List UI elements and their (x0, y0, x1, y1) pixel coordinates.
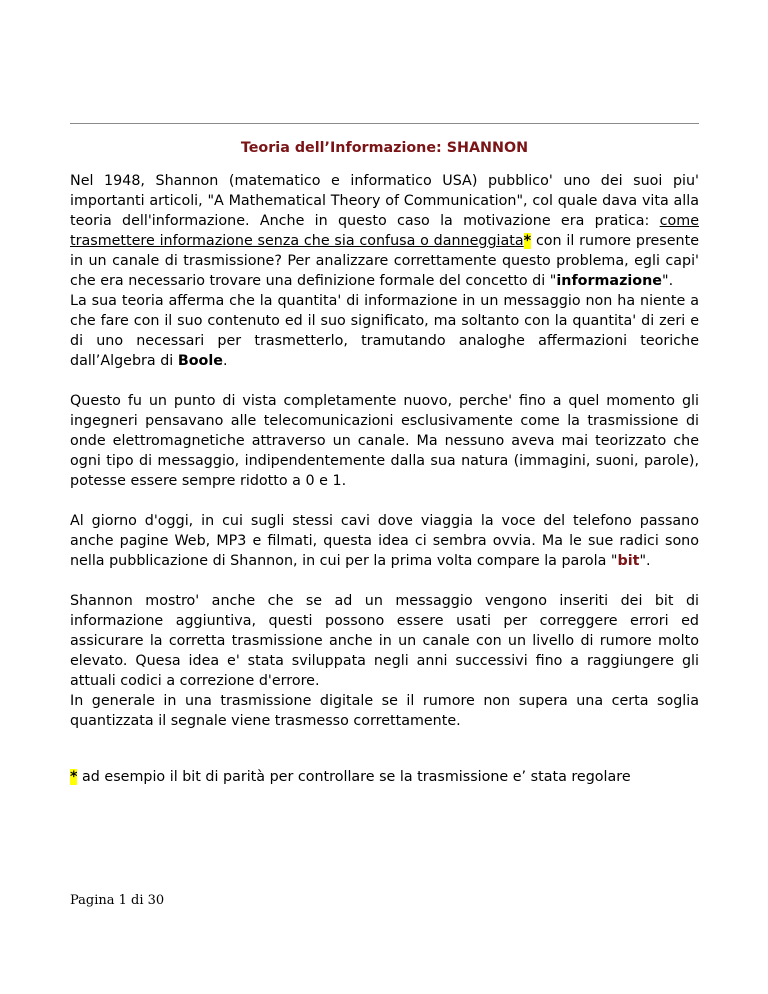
paragraph-theory: La sua teoria afferma che la quantita' di informazione in un messaggio non ha niente a che fare con il suo contenuto ed il suo significato, ma soltanto con la quantita' di zeri e di uno necessari per trasmetterlo, tramutando analoghe affermazioni teoriche dall’Algebra di Boole. (70, 293, 699, 369)
paragraph-new-viewpoint: Questo fu un punto di vista completamente nuovo, perche' fino a quel momento gli ingegneri pensavano alle telecomunicazioni esclusivamente come la trasmissione di onde elettromagnetiche attraverso un canale. Ma nessuno aveva mai teorizzato che ogni tipo di messaggio, indipendentemente dalla sua natura (immagini, suoni, parole), potesse essere sempre ridotto a 0 e 1. (70, 393, 699, 489)
footnote-asterisk: * (70, 769, 78, 785)
underlined-phrase: come trasmettere informazione senza che sia confusa o danneggiata (70, 213, 699, 249)
paragraph-digital-threshold: In generale in una trasmissione digitale se il rumore non supera una certa soglia quantizzata il segnale viene trasmesso correttamente. (70, 693, 699, 729)
document-title: Teoria dell’Informazione: SHANNON (240, 140, 529, 156)
footnote-marker: * (523, 233, 532, 249)
footnote: * ad esempio il bit di parità per controllare se la trasmissione e’ stata regolare (70, 769, 631, 785)
paragraph-error-correction: Shannon mostro' anche che se ad un messaggio vengono inseriti dei bit di informazione aggiuntiva, questi possono essere usati per correggere errori ed assicurare la corretta trasmissione anche in un canale con un livello di rumore molto elevato. Quesa idea e' stata sviluppata negli anni successivi fino a raggiungere gli attuali codici a correzione d'errore. (70, 593, 699, 689)
paragraph-today: Al giorno d'oggi, in cui sugli stessi cavi dove viaggia la voce del telefono passano anche pagine Web, MP3 e filmati, questa idea ci sembra ovvia. Ma le sue radici sono nella pubblicazione di Shannon, in cui per la prima volta compare la parola "bit". (70, 513, 699, 569)
document-body (70, 138, 699, 807)
bold-term-informazione: informazione (556, 273, 662, 289)
header-rule (70, 123, 699, 124)
bold-term-bit: bit (617, 553, 640, 569)
page-number: Pagina 1 di 30 (70, 893, 165, 908)
bold-term-boole: Boole (177, 353, 223, 369)
paragraph-intro: Nel 1948, Shannon (matematico e informatico USA) pubblico' uno dei suoi piu' importanti articoli, "A Mathematical Theory of Communication", col quale dava vita alla teoria dell'informazione. Anche in questo caso la motivazione era pratica: come trasmettere informazione senza che sia confusa o danneggiata* con il rumore presente in un canale di trasmissione? Per analizzare correttamente questo problema, egli capi' che era necessario trovare una definizione formale del concetto di "informazione". (70, 173, 700, 289)
